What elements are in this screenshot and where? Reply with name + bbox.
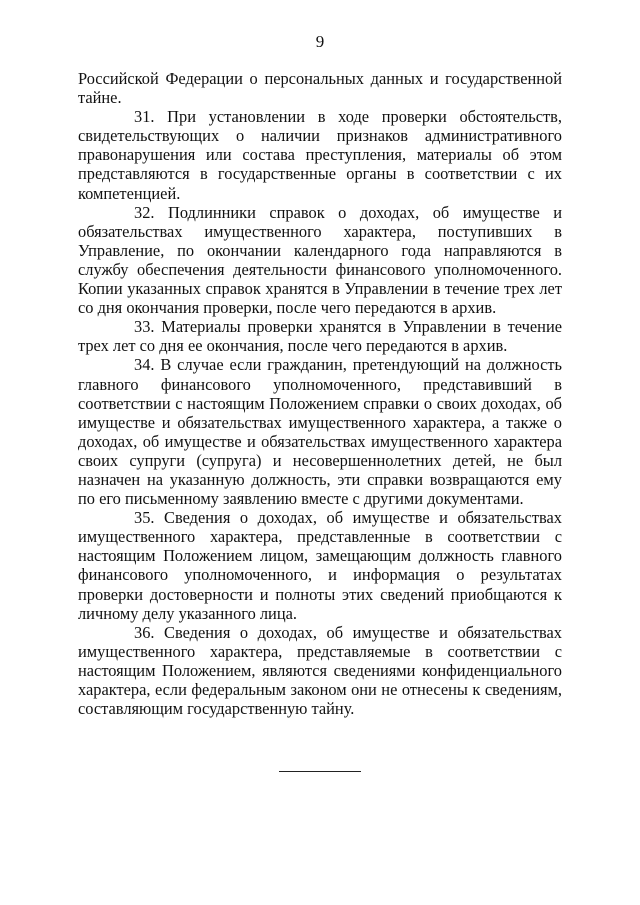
- paragraph-36: 36. Сведения о доходах, об имуществе и обязательствах имущественного характера, представляемые в соответствии с настоящим Положением, являются сведениями конфиденциального характера, если федеральным законом они не отнесены к сведениям, составляющим государственную тайну.: [78, 622, 562, 719]
- end-of-text-rule: [279, 771, 361, 772]
- paragraph-33: 33. Материалы проверки хранятся в Управлении в течение трех лет со дня ее окончания, после чего передаются в архив.: [78, 317, 562, 356]
- page-number: 9: [315, 32, 325, 51]
- paragraph-31: 31. При установлении в ходе проверки обстоятельств, свидетельствующих о наличии признаков административного правонарушения или состава преступления, материалы об этом представляются в государственные органы в соответствии с их компетенцией.: [78, 107, 562, 203]
- document-body: [78, 69, 562, 718]
- paragraph-35: 35. Сведения о доходах, об имуществе и обязательствах имущественного характера, представленные в соответствии с настоящим Положением лицом, замещающим должность главного финансового уполномоченного, и информация о результатах проверки достоверности и полноты этих сведений приобщаются к личному делу указанного лица.: [78, 508, 562, 623]
- paragraph-34: 34. В случае если гражданин, претендующий на должность главного финансового уполномоченного, представивший в соответствии с настоящим Положением справки о своих доходах, об имуществе и обязательствах имущественного характера, а также о доходах, об имуществе и обязательствах имущественного характера своих супруги (супруга) и несовершеннолетних детей, не был назначен на указанную должность, эти справки возвращаются ему по его письменному заявлению вместе с другими документами.: [78, 355, 562, 509]
- paragraph-32: 32. Подлинники справок о доходах, об имуществе и обязательствах имущественного характера, поступивших в Управление, по окончании календарного года направляются в службу обеспечения деятельности финансового уполномоченного. Копии указанных справок хранятся в Управлении в течение трех лет со дня окончания проверки, после чего передаются в архив.: [78, 202, 562, 318]
- paragraph-continuation: Российской Федерации о персональных данных и государственной тайне.: [78, 69, 562, 108]
